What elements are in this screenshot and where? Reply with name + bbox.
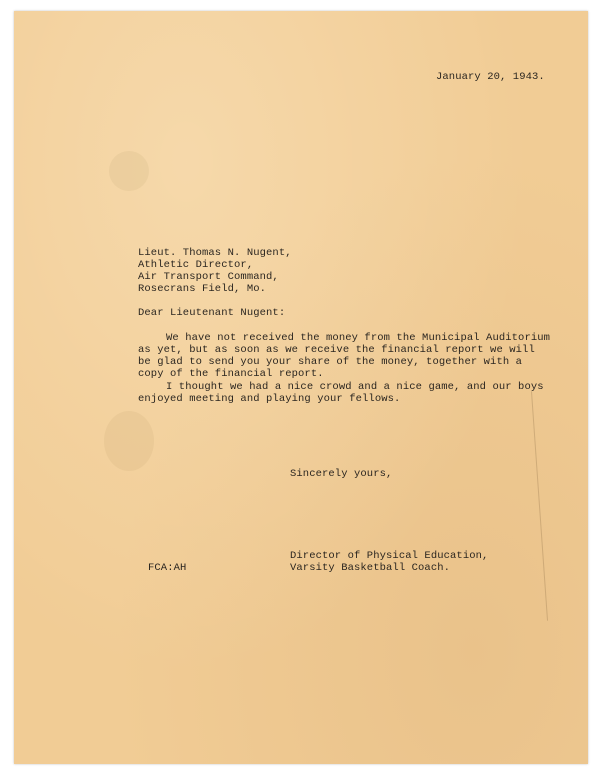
body-line: We have not received the money from the Municipal Auditorium [166,332,551,344]
paper-crease [531,391,548,621]
body-line: I thought we had a nice crowd and a nice game, and our boys [166,381,544,393]
salutation: Dear Lieutenant Nugent: [138,307,286,319]
recipient-line: Athletic Director, [138,259,254,271]
closing: Sincerely yours, [290,468,393,480]
typist-initials: FCA:AH [148,562,187,574]
recipient-line: Air Transport Command, [138,271,279,283]
signature-title: Varsity Basketball Coach. [290,562,451,574]
paper-stain [104,411,154,471]
signature-title: Director of Physical Education, [290,550,489,562]
body-line: enjoyed meeting and playing your fellows. [138,393,401,405]
body-line: copy of the financial report. [138,368,324,380]
recipient-line: Rosecrans Field, Mo. [138,283,267,295]
recipient-line: Lieut. Thomas N. Nugent, [138,247,292,259]
letter-date: January 20, 1943. [436,71,545,83]
body-line: as yet, but as soon as we receive the financial report we will [138,344,535,356]
letter-page [14,11,588,764]
paper-stain [109,151,149,191]
body-line: be glad to send you your share of the money, together with a [138,356,523,368]
